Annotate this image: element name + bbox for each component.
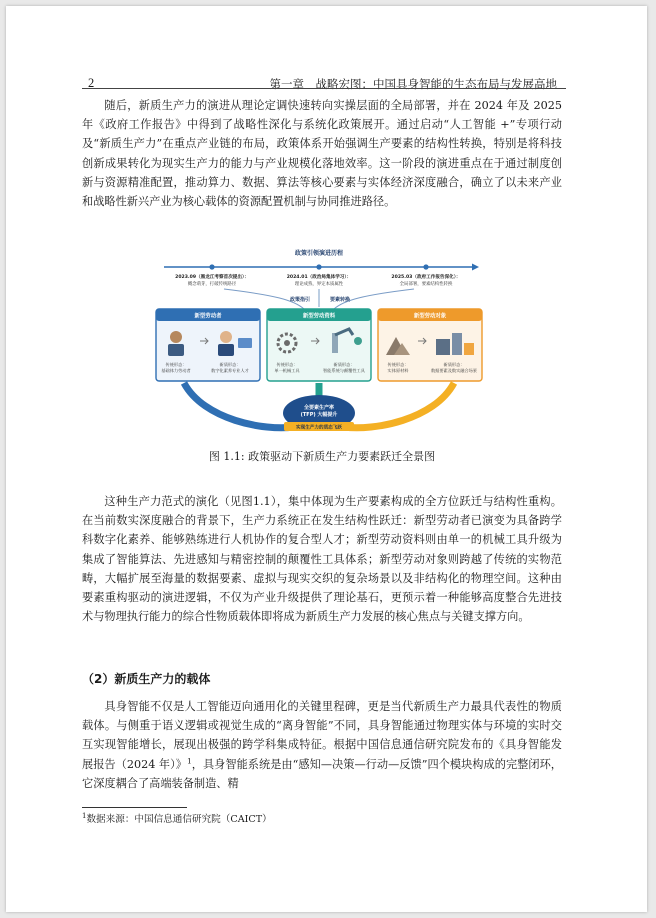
worker-icon [170, 331, 182, 343]
converge-arc-gold [344, 383, 454, 428]
panel-3-title: 新型劳动对象 [413, 313, 447, 320]
panel-2-old-desc: 单一机械工具 [274, 368, 300, 373]
arrow-label-policy: 政策指引 [289, 297, 311, 303]
timeline-dot [423, 264, 428, 269]
network-icon [354, 337, 362, 345]
footnote-ref[interactable]: 1 [186, 755, 192, 765]
data-screen-icon [464, 343, 474, 355]
footnote-rule [82, 807, 187, 808]
panel-3-old-label: 传统形态： [387, 362, 409, 367]
footnote-text: 数据来源：中国信息通信研究院（CAICT） [86, 814, 272, 825]
timeline-dot [209, 264, 214, 269]
panel-2-title: 新型劳动资料 [302, 313, 336, 320]
panel-3-new-label: 新质形态： [443, 362, 465, 367]
figure-diagram [154, 245, 484, 440]
footnote-mark: 1 [82, 811, 87, 820]
panel-2-new-label: 新质形态： [333, 362, 355, 367]
tfp-line-2: (TFP) 大幅提升 [300, 412, 338, 418]
panel-1-old-label: 传统形态： [165, 362, 187, 367]
paragraph-2: 这种生产力范式的演化（见图1.1），集中体现为生产要素构成的全方位跃迁与结构性重构。在当前数实深度融合的背景下，生产力系统正在发生结构性跃迁：新型劳动者已演变为具备跨学科数字化素养、能够熟练进行人机协作的复合型人才；新型劳动资料则由单一的机械工具升级为集成了智能算法、先进感知与精密控制的颠覆性工具体系；新型劳动对象则跨越了传统的实物范畴，大幅扩展至海量的数据要素、虚拟与现实交织的复杂场景以及非结构化的物理空间。这种由要素重构驱动的演进逻辑，不仅为产业升级提供了理论基石，更预示着一种能够高度整合先进技术与物理执行能力的综合性物质载体即将成为新质生产力发展的核心焦点与关键支撑方向。 [82, 495, 562, 624]
panel-3-old-desc: 实体原材料 [387, 368, 409, 373]
paragraph-3 [82, 697, 562, 793]
laptop-icon [238, 338, 252, 348]
timeline-date-2: 2024.01（政治局集体学习）： [286, 275, 352, 280]
panel-new-means [267, 309, 371, 381]
footnote [82, 811, 272, 825]
converge-arc-blue [184, 383, 294, 428]
professional-icon [220, 331, 232, 343]
timeline-desc-1: 概念萌芽，打破传统路径 [187, 282, 237, 287]
timeline-date-3: 2025.03（政府工作报告深化）： [391, 275, 461, 280]
timeline-dot [316, 264, 321, 269]
factory-icon [452, 333, 462, 355]
factory-icon [436, 339, 450, 355]
page-header [88, 76, 557, 92]
panel-1-title: 新型劳动者 [194, 313, 222, 320]
tfp-line-1: 全要素生产率 [303, 405, 335, 411]
paragraph-3-main: 具身智能不仅是人工智能迈向通用化的关键里程碑，更是当代新质生产力最具代表性的物质载体。与侧重于语义逻辑或视觉生成的“离身智能”不同，具身智能通过物理实体与环境的实时交互实现智能增长，展现出极强的跨学科集成特征。根据中国信息通信研究院发布的《具身智能发展报告（2024 年）》 [82, 700, 562, 771]
panel-1-new-desc: 数字化素养专业人才 [211, 368, 249, 373]
chapter-title: 第一章 战略宏图：中国具身智能的生态布局与发展高地 [269, 77, 557, 91]
panel-1-new-label: 新质形态： [219, 362, 241, 367]
panel-3-new-desc: 数据要素及数实融合场景 [430, 368, 478, 373]
page-number: 2 [88, 76, 95, 90]
timeline-desc-3: 全局部署，要素结构性转换 [399, 282, 453, 287]
robot-arm-icon [332, 333, 338, 353]
panel-new-objects [378, 309, 482, 381]
figure-title: 政策引领演进历程 [294, 250, 344, 257]
section-title: （2）新质生产力的载体 [82, 672, 211, 686]
timeline-date-1: 2023.09（黑龙江考察首次提出）： [175, 275, 249, 280]
paragraph-3-tail: ，具身智能系统是由“感知—决策—行动—反馈”四个模块构成的完整闭环，它深度耦合了高端装备制造、精 [82, 757, 562, 790]
panel-2-new-desc: 智能系统与颠覆性工具 [323, 368, 365, 373]
gear-icon [284, 340, 290, 346]
figure-1-1 [154, 245, 484, 440]
panel-1-old-desc: 基础体力劳动者 [161, 368, 191, 373]
timeline-desc-2: 理论成熟，界定本质属性 [294, 282, 344, 287]
header-rule [82, 88, 566, 89]
paragraph-1: 随后，新质生产力的演进从理论定调快速转向实操层面的全局部署，并在 2024 年及 2025 年《政府工作报告》中得到了战略性深化与系统化政策展开。通过启动“人工智能 +”专项行动及“新质生产力”在重点产业链的布局，政策体系开始强调生产要素的结构性转换，特别是将科技创新成果转化为现实生产力的能力与产业规模化落地效率。这一阶段的演进重点在于通过制度创新与资源精准配置，推动算力、数据、算法等核心要素与实体经济深度融合，确立了以未来产业和战略性新兴产业为核心载体的资源配置机制与协同推进路径。 [82, 99, 562, 209]
panel-new-labor [156, 309, 260, 381]
worker-icon [168, 344, 184, 356]
panel-2-old-label: 传统形态： [276, 362, 298, 367]
arrow-label-factor: 要素转换 [329, 297, 351, 303]
timeline-arrow-icon [472, 264, 479, 271]
leap-caption: 实现生产力的质态飞跃 [296, 425, 342, 431]
professional-icon [218, 344, 234, 356]
figure-caption: 图 1.1: 政策驱动下新质生产力要素跃迁全景图 [208, 450, 436, 463]
